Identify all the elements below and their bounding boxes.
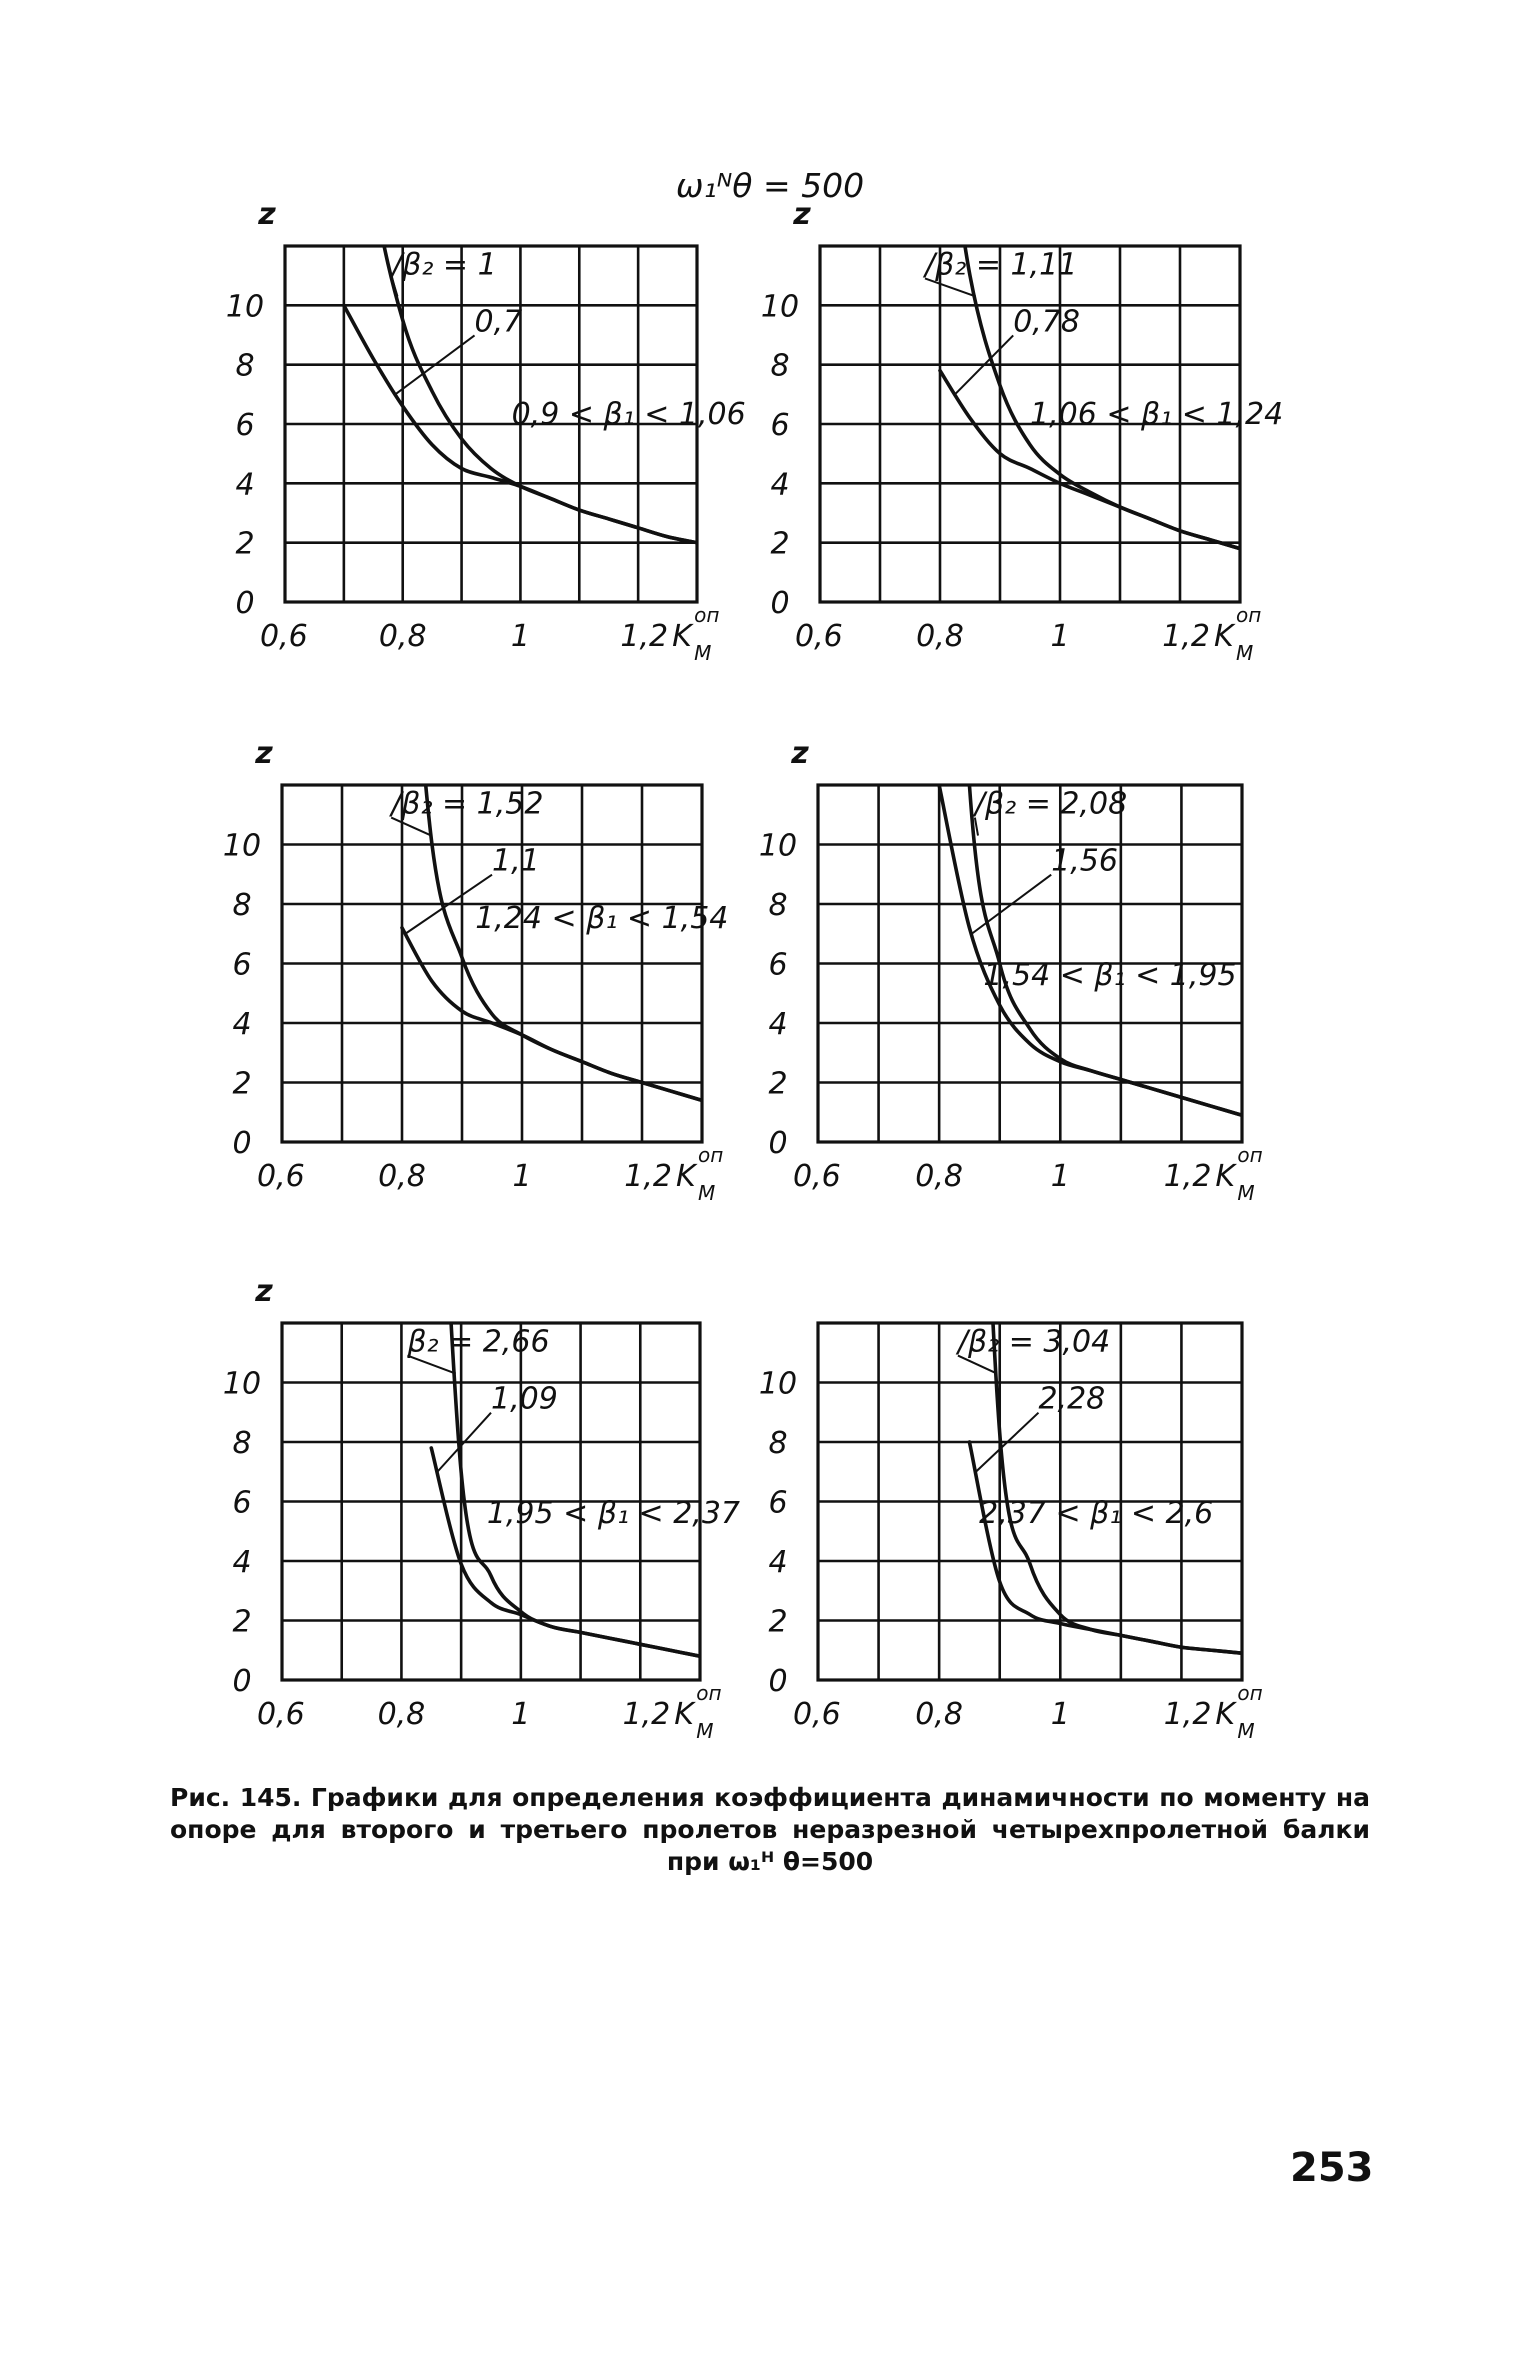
y-tick-label: 10 [222,1366,262,1402]
beta1-range-label: 0,9 < β₁ < 1,06 [511,397,746,432]
x-axis-label: K [674,1697,694,1732]
series-label-upper: /β₂ = 1 [392,247,497,283]
chart-panel-top-right [761,68,1283,665]
chart-panel-bottom-left [223,936,740,1743]
x-tick-label: 1 [1050,1697,1070,1732]
y-tick-label: 4 [232,1007,252,1042]
y-tick-label: 0 [232,1126,252,1161]
x-tick-label: 1,2 [1163,1697,1212,1732]
curve-beta2-upper [431,936,700,1656]
y-tick-label: 6 [768,947,788,983]
figure-title: ω₁ᴺθ = 500 [675,166,865,205]
x-tick-label: 0,6 [793,1697,841,1732]
y-tick-label: 10 [225,289,265,325]
y-tick-label: 0 [768,1126,788,1161]
x-tick-label: 1,2 [622,1697,671,1732]
x-tick-label: 0,8 [916,619,964,654]
x-tick-label: 1 [512,1159,532,1194]
x-tick-label: 1,2 [1163,1159,1212,1194]
y-tick-label: 4 [235,467,255,503]
y-tick-label: 10 [222,828,262,864]
x-axis-label-superscript: оп [694,603,720,627]
curve-beta2-upper [940,68,1240,549]
y-tick-label: 2 [768,1066,788,1102]
curve-beta2-lower [431,1448,700,1656]
y-tick-label: 0 [235,586,255,621]
y-tick-label: 2 [232,1604,252,1640]
y-axis-label: z [791,736,809,771]
chart-panel-middle-left [223,488,728,1206]
x-tick-label: 0,6 [257,1159,305,1194]
chart-panel-top-left [226,0,746,665]
y-tick-label: 8 [768,1426,788,1461]
series-label-lower: 0,78 [1013,304,1080,340]
y-tick-label: 0 [768,1664,788,1699]
page-number: 253 [1290,2145,1374,2191]
y-tick-label: 6 [768,1485,788,1521]
y-tick-label: 6 [235,408,255,443]
x-axis-label-subscript: M [696,1719,714,1743]
y-tick-label: 8 [768,888,788,923]
beta1-range-label: 1,24 < β₁ < 1,54 [475,900,729,936]
x-axis-label-subscript: M [1237,1719,1255,1743]
x-axis-label-superscript: оп [1236,603,1262,627]
y-tick-label: 2 [235,526,255,562]
series-label-upper: /β₂ = 1,11 [925,247,1078,283]
x-axis-label-subscript: M [1236,641,1254,665]
x-axis-label: K [1214,619,1234,654]
x-axis-label: K [676,1159,696,1194]
x-axis-label: K [1215,1159,1236,1194]
y-axis-label: z [258,197,276,232]
y-tick-label: 10 [758,828,798,864]
x-tick-label: 0,6 [795,619,843,654]
x-tick-label: 0,8 [915,1159,964,1194]
y-tick-label: 8 [232,888,252,923]
x-tick-label: 0,6 [257,1697,305,1732]
y-tick-label: 6 [232,1485,252,1521]
x-axis-label-subscript: M [698,1181,716,1205]
beta1-range-label: 2,37 < β₁ < 2,6 [979,1495,1214,1531]
x-axis-label-superscript: оп [698,1143,724,1167]
x-tick-label: 1 [1050,619,1070,654]
series-label-lower: 0,7 [474,304,523,340]
x-axis-label-superscript: оп [1237,1681,1263,1705]
series-label-upper: /β₂ = 3,04 [957,1324,1111,1360]
beta1-range-label: 1,95 < β₁ < 2,37 [486,1495,741,1531]
x-tick-label: 0,6 [793,1159,841,1194]
y-tick-label: 8 [235,348,255,384]
y-tick-label: 2 [770,526,790,562]
x-tick-label: 1,2 [1162,619,1210,654]
y-tick-label: 6 [232,947,252,983]
y-axis-label: z [255,736,273,771]
x-tick-label: 0,8 [378,1159,426,1194]
y-axis-label: z [255,1274,273,1309]
x-tick-label: 1 [1050,1159,1070,1194]
series-label-lower: 1,56 [1051,843,1118,879]
curve-beta2-lower [939,785,1242,1115]
x-axis-label-subscript: M [694,641,712,665]
series-label-lower: 2,28 [1038,1381,1106,1417]
x-tick-label: 0,8 [377,1697,426,1732]
y-tick-label: 10 [758,1366,798,1402]
chart-panel-bottom-right [759,788,1263,1744]
y-tick-label: 8 [770,348,790,384]
series-label-upper: β₂ = 2,66 [407,1324,550,1360]
y-tick-label: 4 [770,467,790,503]
x-tick-label: 0,6 [260,619,308,654]
beta1-range-label: 1,54 < β₁ < 1,95 [983,957,1237,993]
x-axis-label-superscript: оп [696,1681,722,1705]
x-tick-label: 1,2 [620,619,669,654]
y-tick-label: 4 [768,1545,788,1580]
series-label-lower: 1,09 [491,1381,558,1417]
x-tick-label: 0,8 [915,1697,964,1732]
x-axis-label: K [1215,1697,1236,1732]
x-tick-label: 1 [511,1697,531,1732]
x-tick-label: 0,8 [378,619,427,654]
x-axis-label: K [672,619,692,654]
beta1-range-label: 1,06 < β₁ < 1,24 [1030,397,1284,432]
x-tick-label: 1 [510,619,530,654]
x-axis-label-subscript: M [1237,1181,1255,1205]
figure-caption: Рис. 145. Графики для определения коэффициента динамичности по моменту на опоре для второго и третьего пролетов неразрезной четырехпролетной балки при ω₁ᴴ θ=500 [170,1783,1370,1876]
y-tick-label: 0 [232,1664,252,1699]
curve-beta2-lower [402,928,702,1101]
y-tick-label: 6 [770,408,790,443]
series-label-lower: 1,1 [492,843,540,879]
x-axis-label-superscript: оп [1237,1143,1263,1167]
series-label-upper: /β₂ = 1,52 [391,786,544,822]
y-tick-label: 4 [768,1007,788,1042]
y-tick-label: 8 [232,1426,252,1461]
series-label-upper: /β₂ = 2,08 [974,786,1128,822]
x-tick-label: 1,2 [624,1159,672,1194]
y-tick-label: 10 [760,289,800,325]
y-tick-label: 2 [768,1604,788,1640]
y-axis-label: z [793,197,811,232]
y-tick-label: 2 [232,1066,252,1102]
y-tick-label: 4 [232,1545,252,1580]
y-tick-label: 0 [770,586,790,621]
